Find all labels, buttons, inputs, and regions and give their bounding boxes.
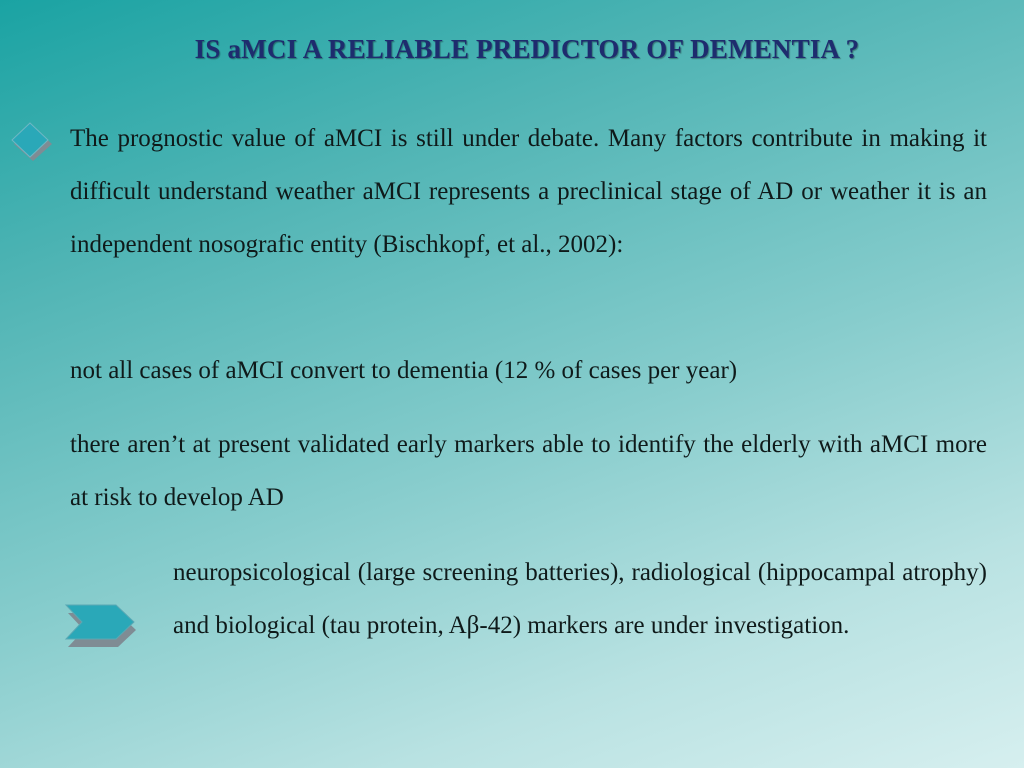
slide-title: IS aMCI A RELIABLE PREDICTOR OF DEMENTIA ? <box>194 34 860 64</box>
investigation-paragraph: neuropsicological (large screening batteries), radiological (hippocampal atrophy) and biological (tau protein, Aβ-42) markers are under investigation. <box>173 559 987 639</box>
intro-paragraph: The prognostic value of aMCI is still under debate. Many factors contribute in making it difficult understand weather aMCI represents a preclinical stage of AD or weather it is an independent nosografic entity (Bischkopf, et al., 2002): <box>70 125 987 258</box>
markers-paragraph: there aren’t at present validated early markers able to identify the elderly with aMCI more at risk to develop AD <box>70 431 987 511</box>
arrow-bullet-icon <box>64 603 140 651</box>
diamond-bullet-icon <box>10 120 54 164</box>
conversion-paragraph: not all cases of aMCI convert to dementia (12 % of cases per year) <box>70 357 738 384</box>
